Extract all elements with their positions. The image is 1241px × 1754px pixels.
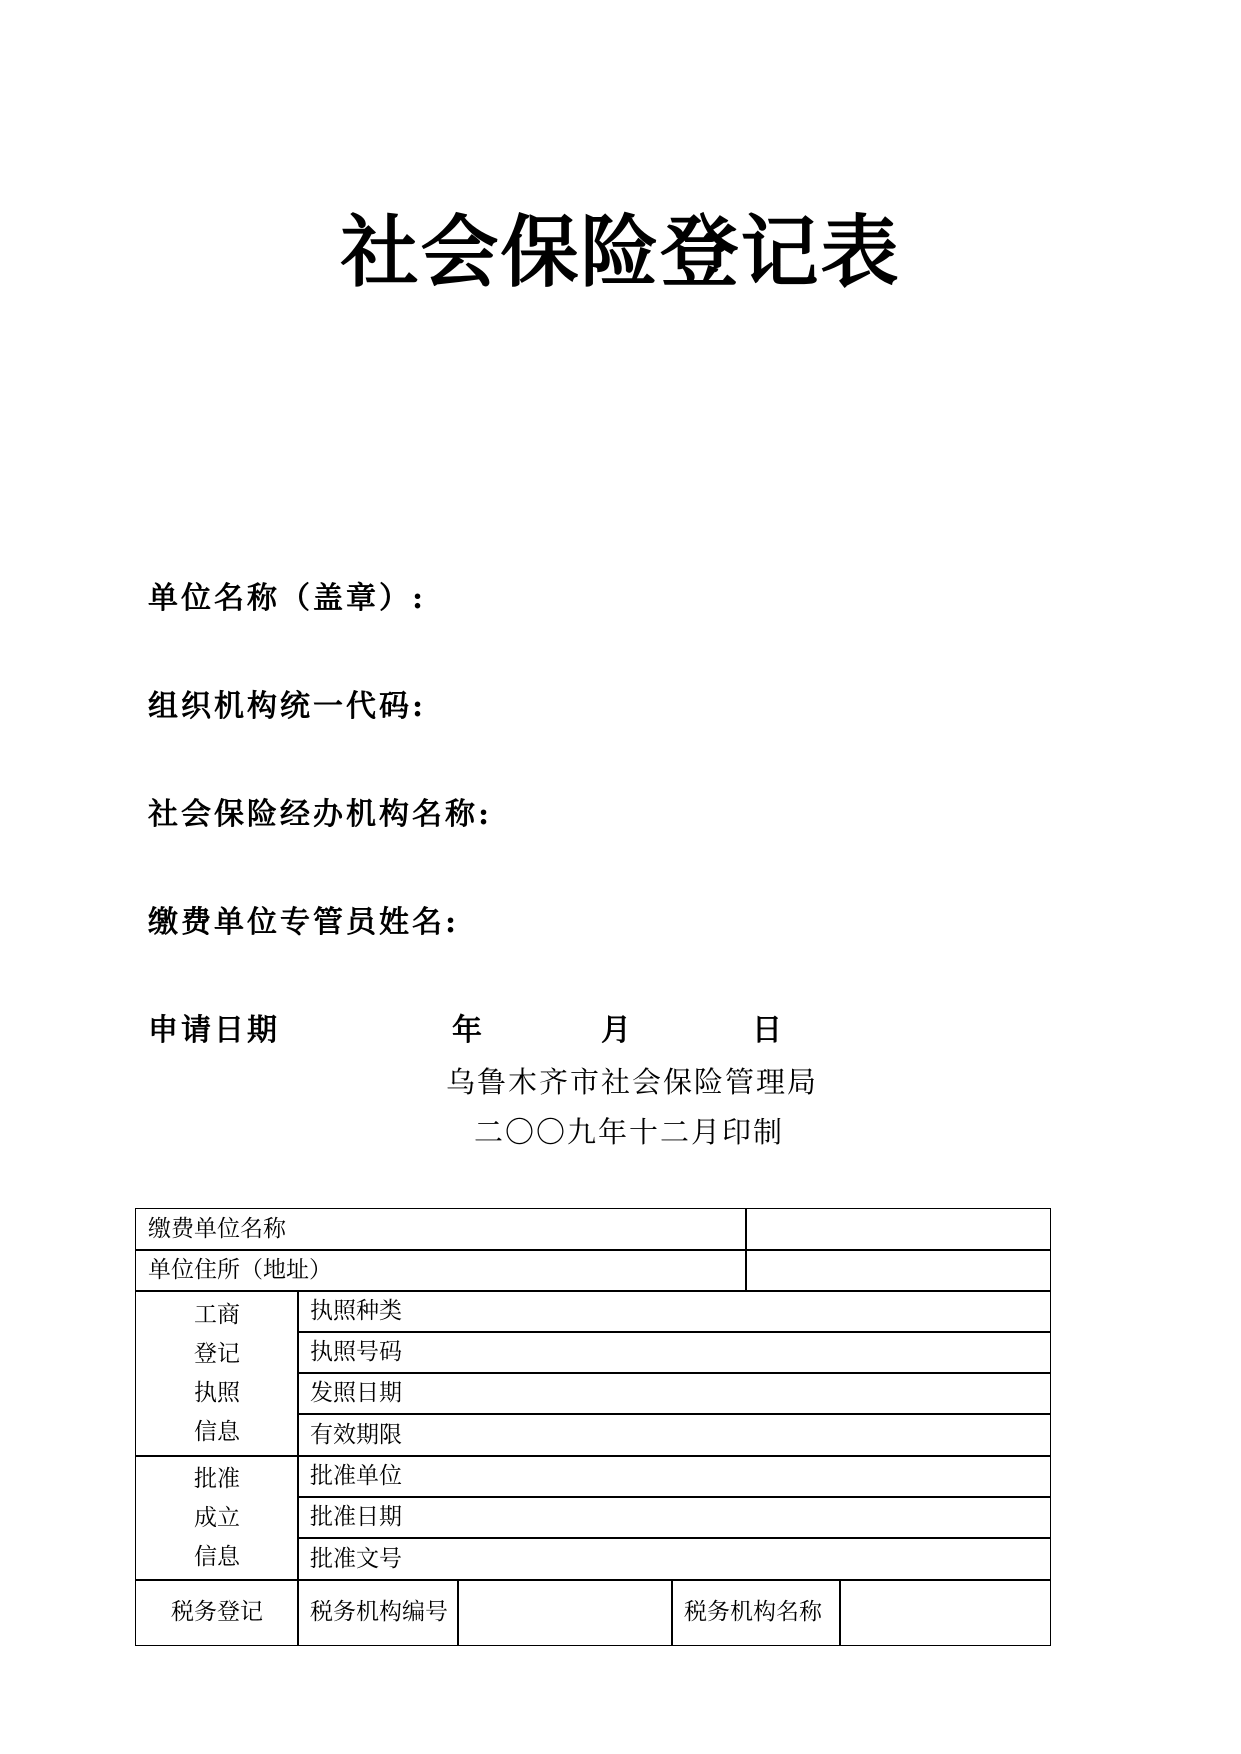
approval-group-line: 信息	[194, 1543, 240, 1570]
unit-address-value[interactable]	[745, 1249, 1051, 1292]
license-group-label	[135, 1290, 299, 1457]
tax-org-code-label: 税务机构编号	[310, 1599, 448, 1625]
payer-unit-name-cell	[135, 1208, 747, 1251]
unit-address-cell	[135, 1249, 747, 1292]
issuer: 乌鲁木齐市社会保险管理局	[446, 1065, 819, 1099]
approval-group-line: 成立	[194, 1504, 240, 1531]
approval-unit-label: 批准单位	[310, 1463, 402, 1489]
print-date: 二〇〇九年十二月印制	[474, 1115, 785, 1149]
unit-address-label: 单位住所（地址）	[148, 1257, 332, 1283]
tax-registration-label: 税务登记	[171, 1599, 263, 1625]
license-validity-cell[interactable]	[297, 1413, 1051, 1457]
year-label: 年	[452, 1013, 485, 1048]
payer-admin-label: 缴费单位专管员姓名:	[148, 905, 460, 940]
license-type-label: 执照种类	[310, 1298, 402, 1324]
approval-date-cell[interactable]	[297, 1496, 1051, 1539]
approval-doc-number-cell[interactable]	[297, 1537, 1051, 1581]
license-number-cell[interactable]	[297, 1331, 1051, 1374]
approval-group-line: 批准	[194, 1465, 240, 1492]
tax-org-code-cell	[297, 1579, 459, 1646]
license-group-line: 工商	[194, 1301, 240, 1328]
approval-date-label: 批准日期	[310, 1504, 402, 1530]
license-group-line: 执照	[194, 1379, 240, 1406]
tax-org-name-label: 税务机构名称	[684, 1599, 822, 1625]
payer-unit-name-value[interactable]	[745, 1208, 1051, 1251]
tax-org-name-value[interactable]	[839, 1579, 1051, 1646]
tax-org-name-cell	[671, 1579, 841, 1646]
org-code-label: 组织机构统一代码:	[148, 689, 427, 724]
license-group-line: 信息	[194, 1418, 240, 1445]
payer-unit-name-label: 缴费单位名称	[148, 1216, 286, 1242]
unit-name-label: 单位名称（盖章）:	[148, 581, 427, 616]
tax-registration-cell	[135, 1579, 299, 1646]
license-validity-label: 有效期限	[310, 1421, 402, 1448]
approval-doc-number-label: 批准文号	[310, 1545, 402, 1572]
license-number-label: 执照号码	[310, 1339, 402, 1365]
license-issue-date-cell[interactable]	[297, 1372, 1051, 1415]
day-label: 日	[752, 1013, 785, 1048]
license-type-cell[interactable]	[297, 1290, 1051, 1333]
month-label: 月	[601, 1013, 634, 1048]
approval-group-label	[135, 1455, 299, 1581]
page-title: 社会保险登记表	[340, 207, 901, 298]
tax-org-code-value[interactable]	[457, 1579, 673, 1646]
agency-name-label: 社会保险经办机构名称:	[148, 797, 493, 832]
license-group-line: 登记	[194, 1340, 240, 1367]
approval-unit-cell[interactable]	[297, 1455, 1051, 1498]
apply-date-label: 申请日期	[148, 1013, 280, 1048]
license-issue-date-label: 发照日期	[310, 1380, 402, 1406]
